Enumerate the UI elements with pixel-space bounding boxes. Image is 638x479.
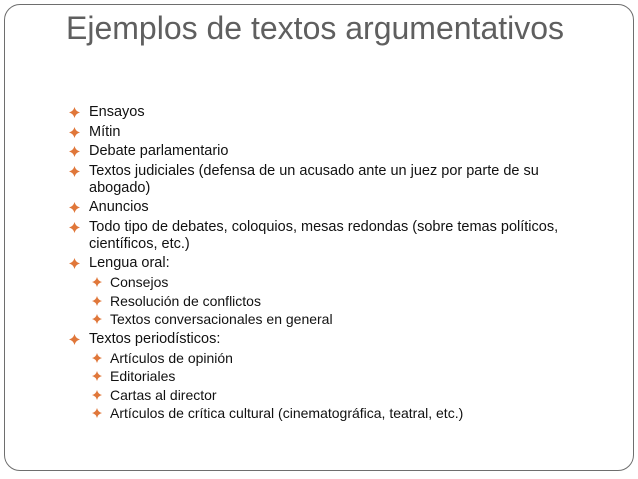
- list-item: [66, 104, 596, 121]
- bullet-list: [66, 104, 596, 425]
- sub-list-item: [89, 293, 596, 310]
- sub-list-item: [89, 350, 596, 367]
- diamond-bullet-icon: [92, 408, 102, 418]
- list-item: [66, 255, 596, 328]
- list-item-text: Ensayos: [89, 104, 145, 120]
- sub-list-item-text: Editoriales: [110, 368, 176, 384]
- diamond-bullet-icon: [92, 353, 102, 363]
- slide-title: Ejemplos de textos argumentativos: [66, 10, 565, 46]
- sub-list-item-text: Resolución de conflictos: [110, 292, 261, 309]
- sub-list-item: [89, 405, 596, 422]
- list-item-text: Debate parlamentario: [89, 143, 229, 159]
- list-item-text: Todo tipo de debates, coloquios, mesas redondas (sobre temas políticos, científicos, etc.): [89, 218, 559, 252]
- sub-list-item: [89, 387, 596, 404]
- diamond-bullet-icon: [92, 390, 102, 400]
- list-item: [66, 331, 596, 423]
- diamond-bullet-icon: [92, 296, 102, 306]
- list-item: [66, 219, 596, 253]
- sub-list-item-text: Artículos de opinión: [110, 349, 233, 366]
- list-item-text: Textos judiciales (defensa de un acusado ante un juez por parte de su abogado): [89, 162, 539, 196]
- list-item-text: Lengua oral:: [89, 255, 170, 271]
- list-item-text: Mítin: [89, 123, 121, 140]
- sub-list-item: [89, 368, 596, 385]
- list-item: [66, 199, 596, 216]
- diamond-bullet-icon: [92, 371, 102, 381]
- list-item-text: Anuncios: [89, 199, 149, 215]
- sub-list: [89, 274, 596, 328]
- sub-list-item: [89, 311, 596, 328]
- list-item: [66, 143, 596, 160]
- list-item-text: Textos periodísticos:: [89, 330, 221, 347]
- sub-list-item: [89, 274, 596, 291]
- sub-list-item-text: Textos conversacionales en general: [110, 311, 333, 327]
- sub-list-item-text: Consejos: [110, 274, 169, 290]
- diamond-bullet-icon: [92, 277, 102, 287]
- diamond-bullet-icon: [92, 314, 102, 324]
- sub-list-item-text: Artículos de crítica cultural (cinematográfica, teatral, etc.): [110, 405, 464, 421]
- sub-list: [89, 350, 596, 423]
- list-item: [66, 163, 596, 197]
- list-item: [66, 124, 596, 141]
- sub-list-item-text: Cartas al director: [110, 386, 217, 403]
